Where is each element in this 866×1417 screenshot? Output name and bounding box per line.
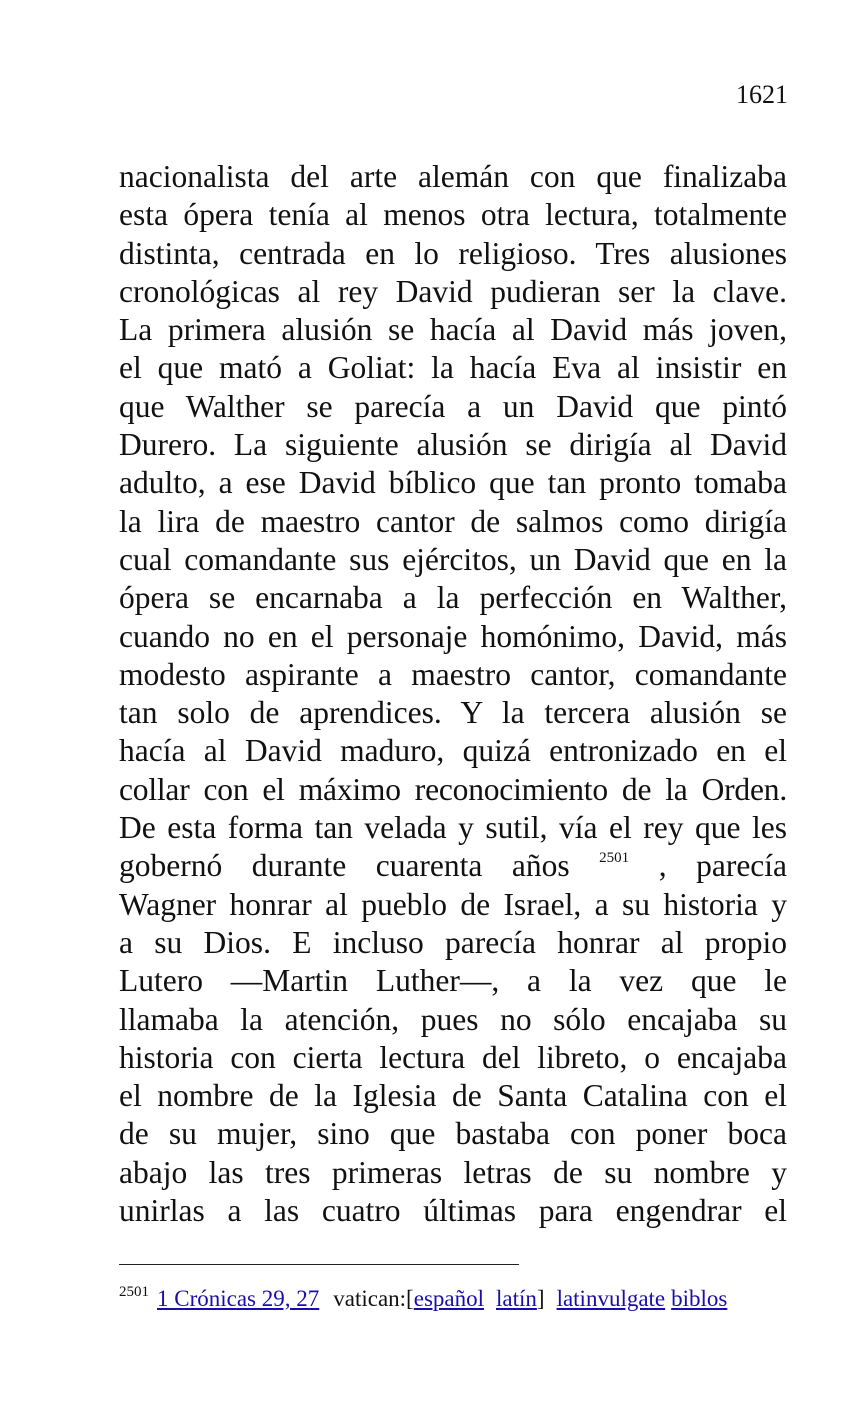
text-line: de su mujer, sino que bastaba con poner boca: [119, 1116, 787, 1152]
text-line: cuando no en el personaje homónimo, David, más: [119, 618, 787, 654]
text-line: que Walther se parecía a un David que pintó: [119, 388, 787, 424]
text-line: ópera se encarnaba a la perfección en Walther,: [119, 580, 787, 616]
page-number: 1621: [736, 80, 788, 109]
biblos-link[interactable]: biblos: [671, 1286, 728, 1311]
text-line: el que mató a Goliat: la hacía Eva al insistir en: [119, 350, 787, 386]
close-bracket: ]: [536, 1286, 545, 1311]
text-line: cual comandante sus ejércitos, un David que en la: [119, 541, 787, 577]
text-line: cronológicas al rey David pudieran ser la clave.: [119, 273, 787, 309]
text-line: historia con cierta lectura del libreto, o encajaba: [119, 1039, 787, 1075]
text-line-with-footnote: [119, 847, 787, 885]
footnote-number: 2501: [119, 1284, 149, 1300]
footnote: [119, 1284, 819, 1314]
text-line: collar con el máximo reconocimiento de la Orden.: [119, 771, 787, 807]
latinvulgate-link[interactable]: latinvulgate: [556, 1286, 666, 1311]
vatican-label: vatican:[: [333, 1286, 414, 1311]
text-line: Lutero —Martin Luther—, a la vez que le: [119, 963, 787, 999]
footnote-divider: [119, 1264, 519, 1265]
text-line: La primera alusión se hacía al David más joven,: [119, 312, 787, 348]
text-line: esta ópera tenía al menos otra lectura, totalmente: [119, 197, 787, 233]
text-line: llamaba la atención, pues no sólo encajaba su: [119, 1001, 787, 1037]
text-line: distinta, centrada en lo religioso. Tres alusiones: [119, 235, 787, 271]
text-line: abajo las tres primeras letras de su nombre y: [119, 1154, 787, 1190]
text-line: De esta forma tan velada y sutil, vía el rey que les: [119, 810, 787, 846]
text-fragment: gobernó durante cuarenta años: [119, 848, 570, 884]
text-line: nacionalista del arte alemán con que finalizaba: [119, 159, 787, 194]
text-line: Durero. La siguiente alusión se dirigía al David: [119, 427, 787, 463]
text-line: a su Dios. E incluso parecía honrar al propio: [119, 924, 787, 960]
text-line: hacía al David maduro, quizá entronizado en el: [119, 733, 787, 769]
bible-reference-link[interactable]: 1 Crónicas 29, 27: [157, 1286, 320, 1311]
text-line: la lira de maestro cantor de salmos como dirigía: [119, 503, 787, 539]
text-fragment: , parecía: [658, 848, 788, 884]
text-line: tan solo de aprendices. Y la tercera alusión se: [119, 695, 787, 731]
text-line: unirlas a las cuatro últimas para engendrar el: [119, 1193, 787, 1229]
latin-link[interactable]: latín: [496, 1286, 537, 1311]
body-text: [119, 158, 787, 1230]
espanol-link[interactable]: español: [413, 1286, 484, 1311]
text-line: modesto aspirante a maestro cantor, comandante: [119, 656, 787, 692]
text-line: el nombre de la Iglesia de Santa Catalina con el: [119, 1078, 787, 1114]
footnote-reference[interactable]: 2501: [599, 850, 630, 867]
text-line: Wagner honrar al pueblo de Israel, a su historia y: [119, 886, 787, 922]
text-line: adulto, a ese David bíblico que tan pronto tomaba: [119, 465, 787, 501]
